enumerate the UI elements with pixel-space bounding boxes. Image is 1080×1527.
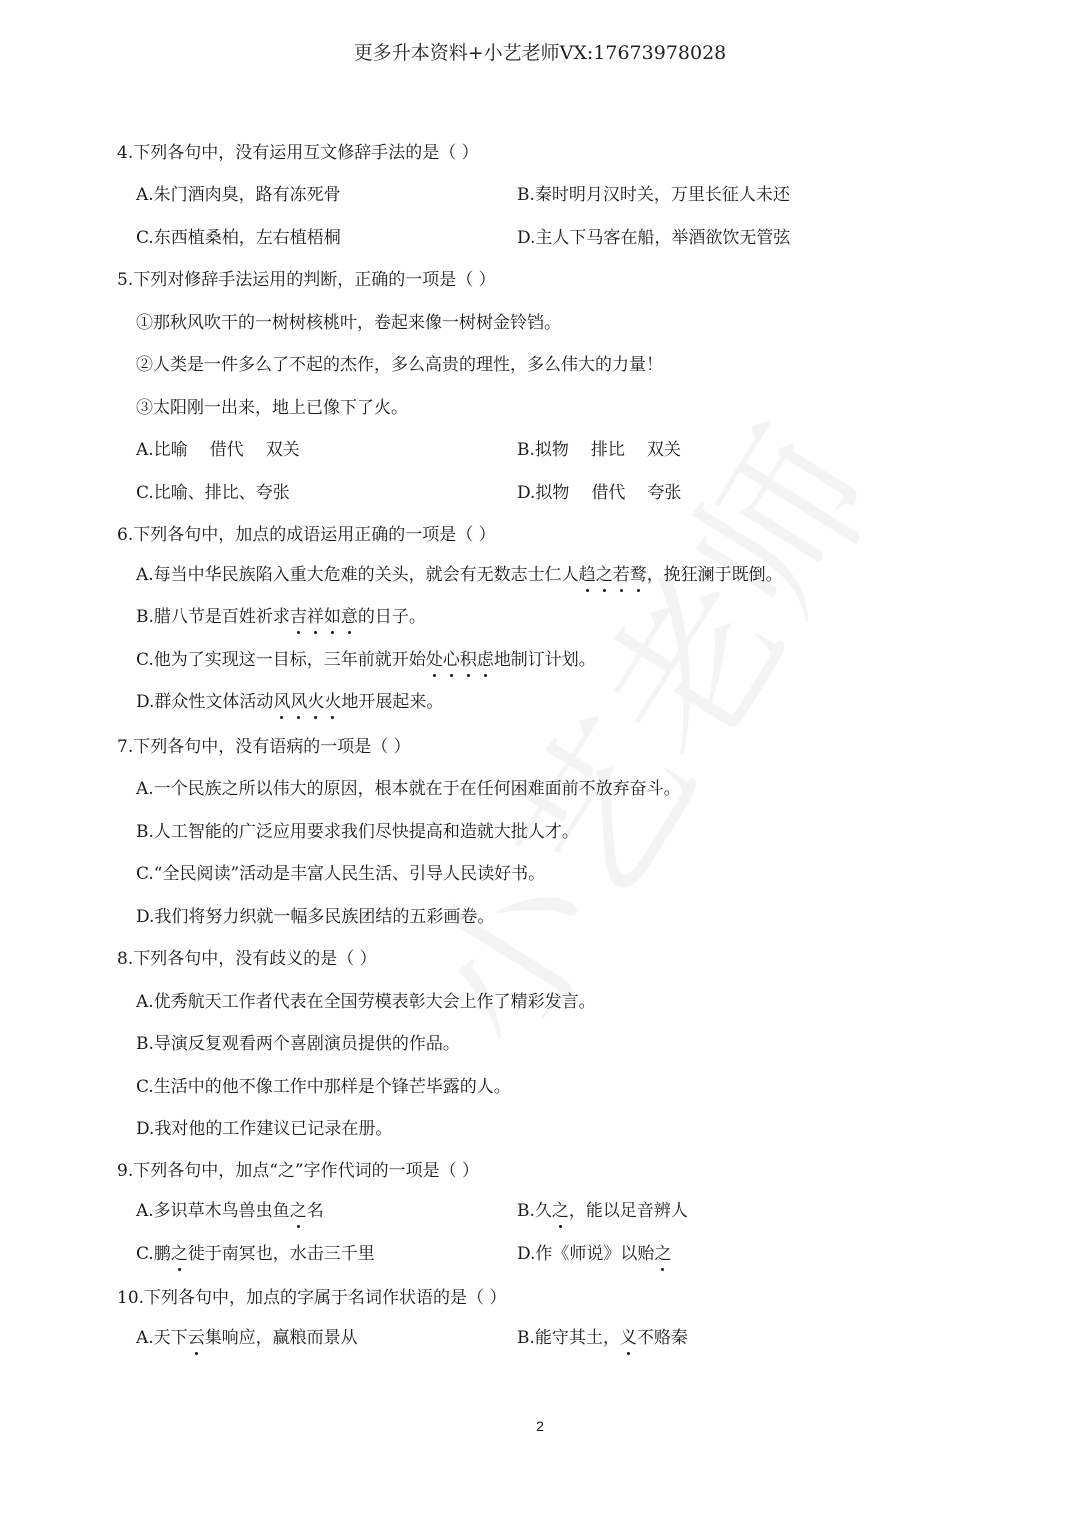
q6a-dotted-char: 鹜	[629, 565, 647, 585]
question-5-option-a	[136, 439, 300, 461]
question-8-stem: 8.下列各句中，没有歧义的是（ ）	[117, 949, 377, 969]
q9b-dotted-char: 之	[551, 1201, 569, 1221]
q5d-part-1: D.拟物	[517, 483, 570, 503]
question-8-option-a: A.优秀航天工作者代表在全国劳模表彰大会上作了精彩发言。	[136, 992, 596, 1012]
q5b-part-2: 排比	[590, 440, 625, 460]
question-5-stem: 5.下列对修辞手法运用的判断，正确的一项是（ ）	[117, 270, 496, 290]
q6d-dotted-char: 风	[290, 692, 308, 712]
question-9-option-b	[517, 1200, 688, 1222]
question-7-option-d: D.我们将努力织就一幅多民族团结的五彩画卷。	[136, 907, 495, 927]
q6b-pre: B.腊八节是百姓祈求	[136, 607, 290, 627]
q9c-post: 徙于南冥也，水击三千里	[187, 1244, 375, 1264]
question-5-sentence-3: ③太阳刚一出来，地上已像下了火。	[136, 398, 408, 418]
q6d-dotted-char: 火	[307, 692, 325, 712]
question-5-sentence-1: ①那秋风吹干的一树树核桃叶，卷起来像一树树金铃铛。	[136, 313, 561, 333]
q9b-post: ，能以足音辨人	[568, 1201, 688, 1221]
q6c-post: 地制订计划。	[493, 650, 596, 670]
q5b-part-1: B.拟物	[517, 440, 569, 460]
q10b-dotted-char: 义	[619, 1328, 637, 1348]
q5a-part-3: 双关	[265, 440, 300, 460]
q10b-post: 不赂秦	[636, 1328, 688, 1348]
question-5-option-b	[517, 439, 681, 461]
q5b-part-3: 双关	[646, 440, 681, 460]
question-9-option-c	[136, 1243, 375, 1265]
question-9-option-a	[136, 1200, 324, 1222]
q9d-dotted-char: 之	[654, 1244, 672, 1264]
q6c-dotted-char: 心	[442, 650, 460, 670]
q6d-dotted-char: 火	[324, 692, 342, 712]
q6a-dotted-char: 趋	[578, 565, 596, 585]
question-4-stem: 4.下列各句中，没有运用互文修辞手法的是（ ）	[117, 143, 479, 163]
q9c-pre: C.鹏	[136, 1244, 171, 1264]
question-4-option-d: D.主人下马客在船，举酒欲饮无管弦	[517, 228, 791, 248]
q10a-post: 集响应，赢粮而景从	[204, 1328, 358, 1348]
question-10-stem: 10.下列各句中，加点的字属于名词作状语的是（ ）	[117, 1288, 507, 1308]
question-6-option-b	[136, 606, 426, 628]
page-header: 更多升本资料+小艺老师VX:17673978028	[353, 42, 727, 64]
question-5-option-d	[517, 482, 681, 504]
q6d-pre: D.群众性文体活动	[136, 692, 274, 712]
q6a-post: ，挽狂澜于既倒。	[646, 565, 783, 585]
question-4-option-b: B.秦时明月汉时关，万里长征人未还	[517, 185, 790, 205]
question-4-option-a: A.朱门酒肉臭，路有冻死骨	[136, 185, 341, 205]
question-6-option-c	[136, 649, 596, 671]
q6c-dotted-char: 积	[459, 650, 477, 670]
question-4-option-c: C.东西植桑柏，左右植梧桐	[136, 228, 341, 248]
q9b-pre: B.久	[517, 1201, 552, 1221]
question-9-stem: 9.下列各句中，加点“之”字作代词的一项是（ ）	[117, 1161, 480, 1181]
q10a-dotted-char: 云	[187, 1328, 205, 1348]
q5d-part-3: 夸张	[647, 483, 682, 503]
q6c-dotted-char: 处	[425, 650, 443, 670]
question-5-option-c: C.比喻、排比、夸张	[136, 483, 290, 503]
q6b-dotted-char: 如	[323, 607, 341, 627]
question-8-option-c: C.生活中的他不像工作中那样是个锋芒毕露的人。	[136, 1077, 511, 1097]
question-5-sentence-2: ②人类是一件多么了不起的杰作，多么高贵的理性，多么伟大的力量！	[136, 355, 663, 375]
q5d-part-2: 借代	[591, 483, 626, 503]
q6c-dotted-char: 虑	[476, 650, 494, 670]
question-8-option-d: D.我对他的工作建议已记录在册。	[136, 1119, 393, 1139]
q10b-pre: B.能守其土，	[517, 1328, 620, 1348]
question-6-stem: 6.下列各句中，加点的成语运用正确的一项是（ ）	[117, 525, 496, 545]
question-7-option-b: B.人工智能的广泛应用要求我们尽快提高和造就大批人才。	[136, 822, 579, 842]
q6b-dotted-char: 吉	[289, 607, 307, 627]
q9d-pre: D.作《师说》以贻	[517, 1244, 655, 1264]
question-7-option-a: A.一个民族之所以伟大的原因，根本就在于在任何困难面前不放弃奋斗。	[136, 779, 681, 799]
q6d-dotted-char: 风	[273, 692, 291, 712]
page-number: 2	[536, 1418, 544, 1434]
question-7-stem: 7.下列各句中，没有语病的一项是（ ）	[117, 737, 411, 757]
question-8-option-b: B.导演反复观看两个喜剧演员提供的作品。	[136, 1034, 460, 1054]
q6b-dotted-char: 意	[340, 607, 358, 627]
q5a-part-1: A.比喻	[136, 440, 188, 460]
q6d-post: 地开展起来。	[341, 692, 444, 712]
q5a-part-2: 借代	[209, 440, 244, 460]
q6b-post: 的日子。	[357, 607, 426, 627]
q6a-dotted-char: 之	[595, 565, 613, 585]
q9a-pre: A.多识草木鸟兽虫鱼	[136, 1201, 290, 1221]
question-10-option-a	[136, 1327, 358, 1349]
question-10-option-b	[517, 1327, 688, 1349]
question-6-option-a	[136, 564, 783, 586]
question-7-option-c: C.“全民阅读”活动是丰富人民生活、引导人民读好书。	[136, 864, 546, 884]
q9c-dotted-char: 之	[170, 1244, 188, 1264]
q6b-dotted-char: 祥	[306, 607, 324, 627]
q9a-post: 名	[306, 1201, 324, 1221]
q10a-pre: A.天下	[136, 1328, 188, 1348]
q6c-pre: C.他为了实现这一目标，三年前就开始	[136, 650, 426, 670]
question-9-option-d	[517, 1243, 671, 1265]
q9a-dotted-char: 之	[289, 1201, 307, 1221]
q6a-dotted-char: 若	[612, 565, 630, 585]
q6a-pre: A.每当中华民族陷入重大危难的关头，就会有无数志士仁人	[136, 565, 579, 585]
question-6-option-d	[136, 691, 443, 713]
